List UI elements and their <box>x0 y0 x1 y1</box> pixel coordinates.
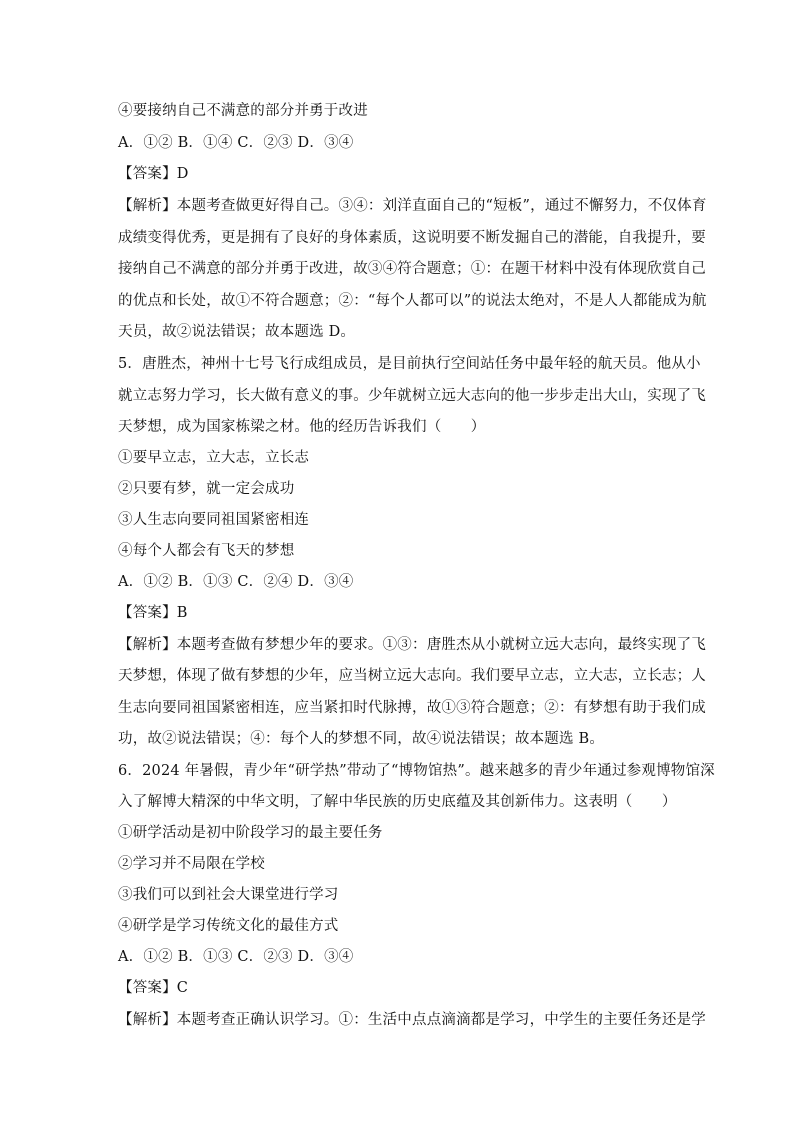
option-line: ③人生志向要同祖国紧密相连 <box>118 512 310 528</box>
option-line: ④要接纳自己不满意的部分并勇于改进 <box>118 103 368 119</box>
option-line: ②学习并不局限在学校 <box>118 856 265 872</box>
question-line: 入了解博大精深的中华文明，了解中华民族的历史底蕴及其创新伟力。这表明（ ） <box>118 794 677 810</box>
analysis-line: 【解析】本题考查正确认识学习。①：生活中点点滴滴都是学习，中学生的主要任务还是学 <box>118 1012 706 1028</box>
answer-line: 【答案】D <box>118 166 189 182</box>
choices-line: A．①② B．①③ C．②③ D．③④ <box>118 949 354 965</box>
answer-line: 【答案】C <box>118 980 189 996</box>
answer-line: 【答案】B <box>118 605 188 621</box>
analysis-line: 【解析】本题考查做有梦想少年的要求。①③：唐胜杰从小就树立远大志向，最终实现了飞 <box>118 637 706 653</box>
analysis-line: 【解析】本题考查做更好得自己。③④：刘洋直面自己的“短板”，通过不懈努力，不仅体育 <box>118 198 707 214</box>
analysis-line: 天员，故②说法错误；故本题选 D。 <box>118 324 356 340</box>
analysis-line: 接纳自己不满意的部分并勇于改进，故③④符合题意；①：在题干材料中没有体现欣赏自己 <box>118 261 706 277</box>
option-line: ①要早立志，立大志，立长志 <box>118 450 310 466</box>
choices-line: A．①② B．①③ C．②④ D．③④ <box>118 574 354 590</box>
option-line: ②只要有梦，就一定会成功 <box>118 481 295 497</box>
analysis-line: 的优点和长处，故①不符合题意；②：“每个人都可以”的说法太绝对，不是人人都能成为航 <box>118 293 707 309</box>
question-line: 就立志努力学习，长大做有意义的事。少年就树立远大志向的他一步步走出大山，实现了飞 <box>118 388 706 404</box>
analysis-line: 成绩变得优秀，更是拥有了良好的身体素质，这说明要不断发掘自己的潜能，自我提升，要 <box>118 230 706 246</box>
question-line: 5．唐胜杰，神州十七号飞行成组成员，是目前执行空间站任务中最年轻的航天员。他从小 <box>118 356 701 372</box>
option-line: ④每个人都会有飞天的梦想 <box>118 543 295 559</box>
option-line: ①研学活动是初中阶段学习的最主要任务 <box>118 825 383 841</box>
choices-line: A．①② B．①④ C．②③ D．③④ <box>118 135 354 151</box>
analysis-line: 天梦想，体现了做有梦想的少年，应当树立远大志向。我们要早立志，立大志，立长志；人 <box>118 668 706 684</box>
question-line: 6．2024 年暑假，青少年“研学热”带动了“博物馆热”。越来越多的青少年通过参观博物馆深 <box>118 763 715 779</box>
question-line: 天梦想，成为国家栋梁之材。他的经历告诉我们（ ） <box>118 419 486 435</box>
analysis-line: 生志向要同祖国紧密相连，应当紧扣时代脉搏，故①③符合题意；②：有梦想有助于我们成 <box>118 700 706 716</box>
option-line: ④研学是学习传统文化的最佳方式 <box>118 918 339 934</box>
option-line: ③我们可以到社会大课堂进行学习 <box>118 887 339 903</box>
analysis-line: 功，故②说法错误；④：每个人的梦想不同，故④说法错误；故本题选 B。 <box>118 731 605 747</box>
